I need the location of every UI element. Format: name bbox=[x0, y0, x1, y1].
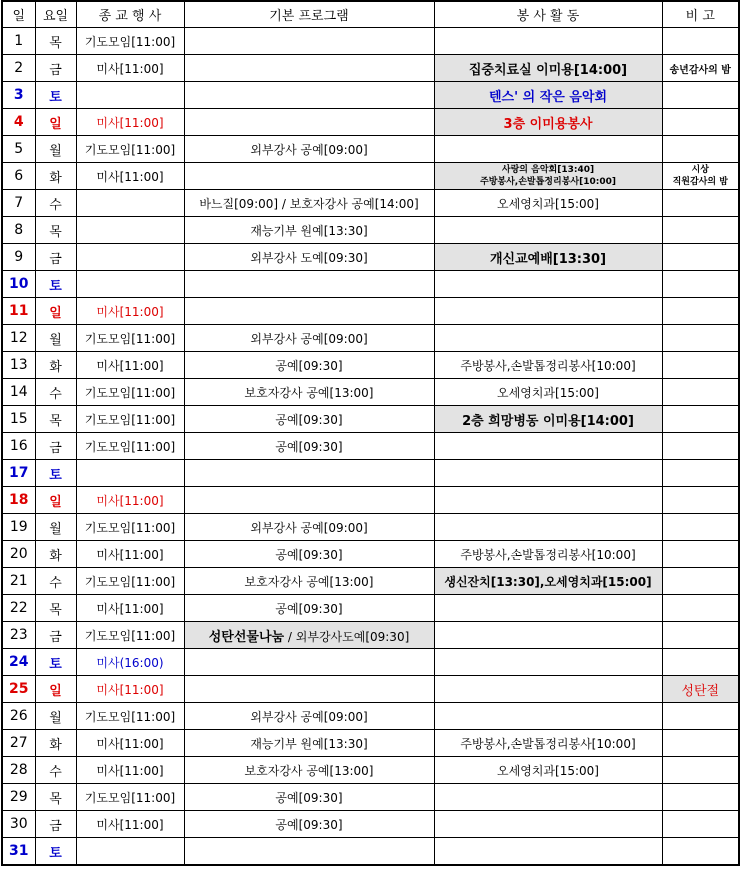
volunteer-cell bbox=[434, 676, 662, 703]
table-row bbox=[2, 28, 739, 55]
program-cell bbox=[184, 622, 434, 649]
program-cell: 공예[09:30] bbox=[184, 811, 434, 838]
day-cell: 21 bbox=[2, 568, 35, 595]
program-highlight: 성탄선물나눔 bbox=[208, 629, 285, 645]
day-cell: 10 bbox=[2, 271, 35, 298]
day-cell: 23 bbox=[2, 622, 35, 649]
program-cell: 보호자강사 공예[13:00] bbox=[184, 757, 434, 784]
table-row bbox=[2, 730, 739, 757]
volunteer-cell: 개신교예배[13:30] bbox=[434, 244, 662, 271]
program-cell: 공예[09:30] bbox=[184, 595, 434, 622]
program-cell: 바느질[09:00] / 보호자강사 공예[14:00] bbox=[184, 190, 434, 217]
note-cell bbox=[662, 460, 739, 487]
religious-cell: 미사[11:00] bbox=[76, 541, 184, 568]
table-row bbox=[2, 325, 739, 352]
weekday-cell: 목 bbox=[35, 28, 76, 55]
weekday-cell: 목 bbox=[35, 406, 76, 433]
volunteer-cell: 2층 희망병동 이미용[14:00] bbox=[434, 406, 662, 433]
religious-cell: 미사[11:00] bbox=[76, 109, 184, 136]
religious-cell: 기도모임[11:00] bbox=[76, 622, 184, 649]
table-row bbox=[2, 352, 739, 379]
religious-cell: 기도모임[11:00] bbox=[76, 703, 184, 730]
program-cell: 공예[09:30] bbox=[184, 352, 434, 379]
weekday-cell: 금 bbox=[35, 622, 76, 649]
religious-cell: 미사[11:00] bbox=[76, 163, 184, 190]
program-cell bbox=[184, 298, 434, 325]
religious-cell: 기도모임[11:00] bbox=[76, 325, 184, 352]
program-cell: 공예[09:30] bbox=[184, 541, 434, 568]
weekday-cell: 금 bbox=[35, 811, 76, 838]
volunteer-cell: 주방봉사,손발톱정리봉사[10:00] bbox=[434, 541, 662, 568]
program-cell bbox=[184, 460, 434, 487]
religious-cell: 기도모임[11:00] bbox=[76, 28, 184, 55]
note-cell bbox=[662, 703, 739, 730]
day-cell: 28 bbox=[2, 757, 35, 784]
table-row bbox=[2, 406, 739, 433]
note-cell bbox=[662, 271, 739, 298]
note-cell bbox=[662, 190, 739, 217]
table-row bbox=[2, 190, 739, 217]
volunteer-cell bbox=[434, 298, 662, 325]
volunteer-line: 주방봉사,손발톱정리봉사[10:00] bbox=[480, 177, 616, 187]
weekday-cell: 일 bbox=[35, 676, 76, 703]
weekday-cell: 금 bbox=[35, 55, 76, 82]
religious-cell bbox=[76, 271, 184, 298]
weekday-cell: 토 bbox=[35, 649, 76, 676]
day-cell: 24 bbox=[2, 649, 35, 676]
weekday-cell: 월 bbox=[35, 325, 76, 352]
volunteer-cell bbox=[434, 811, 662, 838]
header-program: 기본 프로그램 bbox=[184, 1, 434, 28]
program-cell: 외부강사 공예[09:00] bbox=[184, 136, 434, 163]
header-row bbox=[2, 1, 739, 28]
note-cell bbox=[662, 811, 739, 838]
weekday-cell: 목 bbox=[35, 217, 76, 244]
table-row bbox=[2, 811, 739, 838]
note-cell bbox=[662, 28, 739, 55]
day-cell: 13 bbox=[2, 352, 35, 379]
note-cell bbox=[662, 595, 739, 622]
religious-cell: 미사(16:00) bbox=[76, 649, 184, 676]
weekday-cell: 목 bbox=[35, 595, 76, 622]
volunteer-line: 사랑의 음악회[13:40] bbox=[501, 165, 595, 175]
weekday-cell: 금 bbox=[35, 244, 76, 271]
note-cell bbox=[662, 649, 739, 676]
table-row bbox=[2, 271, 739, 298]
table-row bbox=[2, 55, 739, 82]
day-cell: 14 bbox=[2, 379, 35, 406]
program-cell bbox=[184, 487, 434, 514]
note-cell bbox=[662, 487, 739, 514]
volunteer-cell bbox=[434, 28, 662, 55]
day-cell: 15 bbox=[2, 406, 35, 433]
header-day: 일 bbox=[2, 1, 35, 28]
note-cell bbox=[662, 109, 739, 136]
table-row bbox=[2, 622, 739, 649]
day-cell: 25 bbox=[2, 676, 35, 703]
day-cell: 5 bbox=[2, 136, 35, 163]
religious-cell: 미사[11:00] bbox=[76, 487, 184, 514]
religious-cell: 기도모임[11:00] bbox=[76, 433, 184, 460]
note-cell bbox=[662, 757, 739, 784]
header-note: 비 고 bbox=[662, 1, 739, 28]
table-row bbox=[2, 163, 739, 190]
religious-cell: 미사[11:00] bbox=[76, 298, 184, 325]
day-cell: 16 bbox=[2, 433, 35, 460]
volunteer-cell bbox=[434, 271, 662, 298]
volunteer-cell bbox=[434, 838, 662, 866]
weekday-cell: 화 bbox=[35, 163, 76, 190]
day-cell: 6 bbox=[2, 163, 35, 190]
weekday-cell: 수 bbox=[35, 757, 76, 784]
table-row bbox=[2, 649, 739, 676]
day-cell: 12 bbox=[2, 325, 35, 352]
program-cell: 공예[09:30] bbox=[184, 433, 434, 460]
note-cell bbox=[662, 730, 739, 757]
weekday-cell: 토 bbox=[35, 271, 76, 298]
day-cell: 2 bbox=[2, 55, 35, 82]
note-cell bbox=[662, 514, 739, 541]
table-row bbox=[2, 433, 739, 460]
program-cell: 외부강사 도예[09:30] bbox=[184, 244, 434, 271]
program-cell: 재능기부 원예[13:30] bbox=[184, 730, 434, 757]
religious-cell bbox=[76, 244, 184, 271]
volunteer-cell: 오세영치과[15:00] bbox=[434, 757, 662, 784]
note-cell bbox=[662, 82, 739, 109]
weekday-cell: 토 bbox=[35, 838, 76, 866]
note-cell bbox=[662, 406, 739, 433]
note-cell bbox=[662, 838, 739, 866]
weekday-cell: 수 bbox=[35, 190, 76, 217]
volunteer-cell: 주방봉사,손발톱정리봉사[10:00] bbox=[434, 730, 662, 757]
volunteer-cell bbox=[434, 487, 662, 514]
note-cell bbox=[662, 379, 739, 406]
table-row bbox=[2, 217, 739, 244]
table-row bbox=[2, 109, 739, 136]
day-cell: 27 bbox=[2, 730, 35, 757]
religious-cell: 기도모임[11:00] bbox=[76, 784, 184, 811]
volunteer-cell bbox=[434, 649, 662, 676]
note-cell bbox=[662, 352, 739, 379]
day-cell: 1 bbox=[2, 28, 35, 55]
weekday-cell: 수 bbox=[35, 568, 76, 595]
day-cell: 20 bbox=[2, 541, 35, 568]
religious-cell: 미사[11:00] bbox=[76, 676, 184, 703]
note-line: 직원감사의 밤 bbox=[672, 177, 728, 187]
weekday-cell: 화 bbox=[35, 352, 76, 379]
program-cell bbox=[184, 28, 434, 55]
religious-cell: 기도모임[11:00] bbox=[76, 406, 184, 433]
table-row bbox=[2, 757, 739, 784]
table-row bbox=[2, 298, 739, 325]
religious-cell: 기도모임[11:00] bbox=[76, 379, 184, 406]
note-cell: 송년감사의 밤 bbox=[662, 55, 739, 82]
volunteer-cell: 주방봉사,손발톱정리봉사[10:00] bbox=[434, 352, 662, 379]
header-weekday: 요일 bbox=[35, 1, 76, 28]
day-cell: 30 bbox=[2, 811, 35, 838]
program-cell: 외부강사 공예[09:00] bbox=[184, 514, 434, 541]
table-row bbox=[2, 136, 739, 163]
program-cell bbox=[184, 163, 434, 190]
note-cell bbox=[662, 244, 739, 271]
day-cell: 4 bbox=[2, 109, 35, 136]
table-row bbox=[2, 676, 739, 703]
program-cell: 재능기부 원예[13:30] bbox=[184, 217, 434, 244]
volunteer-cell bbox=[434, 784, 662, 811]
weekday-cell: 일 bbox=[35, 109, 76, 136]
note-cell bbox=[662, 784, 739, 811]
program-cell bbox=[184, 838, 434, 866]
day-cell: 11 bbox=[2, 298, 35, 325]
program-cell bbox=[184, 271, 434, 298]
volunteer-cell bbox=[434, 217, 662, 244]
religious-cell bbox=[76, 838, 184, 866]
table-row bbox=[2, 514, 739, 541]
day-cell: 29 bbox=[2, 784, 35, 811]
volunteer-cell bbox=[434, 595, 662, 622]
table-row bbox=[2, 541, 739, 568]
religious-cell: 미사[11:00] bbox=[76, 730, 184, 757]
note-cell: 성탄절 bbox=[662, 676, 739, 703]
day-cell: 31 bbox=[2, 838, 35, 866]
note-line: 시상 bbox=[691, 165, 709, 175]
weekday-cell: 수 bbox=[35, 379, 76, 406]
religious-cell: 미사[11:00] bbox=[76, 595, 184, 622]
program-cell bbox=[184, 649, 434, 676]
volunteer-cell: 3층 이미용봉사 bbox=[434, 109, 662, 136]
religious-cell bbox=[76, 190, 184, 217]
day-cell: 7 bbox=[2, 190, 35, 217]
day-cell: 17 bbox=[2, 460, 35, 487]
note-cell bbox=[662, 433, 739, 460]
schedule-table bbox=[1, 0, 740, 866]
program-cell: 보호자강사 공예[13:00] bbox=[184, 379, 434, 406]
weekday-cell: 화 bbox=[35, 730, 76, 757]
weekday-cell: 일 bbox=[35, 298, 76, 325]
program-cell bbox=[184, 676, 434, 703]
note-cell bbox=[662, 541, 739, 568]
volunteer-cell: 오세영치과[15:00] bbox=[434, 379, 662, 406]
volunteer-cell: 집중치료실 이미용[14:00] bbox=[434, 55, 662, 82]
religious-cell: 기도모임[11:00] bbox=[76, 514, 184, 541]
day-cell: 18 bbox=[2, 487, 35, 514]
table-row bbox=[2, 379, 739, 406]
religious-cell: 미사[11:00] bbox=[76, 757, 184, 784]
program-cell bbox=[184, 109, 434, 136]
weekday-cell: 토 bbox=[35, 460, 76, 487]
day-cell: 26 bbox=[2, 703, 35, 730]
program-cell bbox=[184, 82, 434, 109]
volunteer-cell bbox=[434, 514, 662, 541]
note-cell bbox=[662, 136, 739, 163]
weekday-cell: 월 bbox=[35, 136, 76, 163]
weekday-cell: 월 bbox=[35, 703, 76, 730]
note-cell bbox=[662, 163, 739, 190]
day-cell: 9 bbox=[2, 244, 35, 271]
note-cell bbox=[662, 298, 739, 325]
volunteer-cell: 오세영치과[15:00] bbox=[434, 190, 662, 217]
table-row bbox=[2, 784, 739, 811]
day-cell: 3 bbox=[2, 82, 35, 109]
program-cell: 외부강사 공예[09:00] bbox=[184, 703, 434, 730]
day-cell: 22 bbox=[2, 595, 35, 622]
weekday-cell: 금 bbox=[35, 433, 76, 460]
religious-cell: 기도모임[11:00] bbox=[76, 568, 184, 595]
weekday-cell: 화 bbox=[35, 541, 76, 568]
program-cell: 공예[09:30] bbox=[184, 784, 434, 811]
religious-cell: 미사[11:00] bbox=[76, 811, 184, 838]
weekday-cell: 일 bbox=[35, 487, 76, 514]
program-cell bbox=[184, 55, 434, 82]
table-row bbox=[2, 244, 739, 271]
table-row bbox=[2, 595, 739, 622]
religious-cell bbox=[76, 460, 184, 487]
religious-cell: 미사[11:00] bbox=[76, 352, 184, 379]
volunteer-cell: 텐스' 의 작은 음악회 bbox=[434, 82, 662, 109]
weekday-cell: 월 bbox=[35, 514, 76, 541]
religious-cell: 미사[11:00] bbox=[76, 55, 184, 82]
program-cell: 외부강사 공예[09:00] bbox=[184, 325, 434, 352]
volunteer-cell: 생신잔치[13:30],오세영치과[15:00] bbox=[434, 568, 662, 595]
day-cell: 19 bbox=[2, 514, 35, 541]
volunteer-cell bbox=[434, 622, 662, 649]
program-cell: 공예[09:30] bbox=[184, 406, 434, 433]
weekday-cell: 목 bbox=[35, 784, 76, 811]
day-cell: 8 bbox=[2, 217, 35, 244]
volunteer-cell bbox=[434, 136, 662, 163]
table-row bbox=[2, 460, 739, 487]
volunteer-cell bbox=[434, 325, 662, 352]
header-volunteer: 봉 사 활 동 bbox=[434, 1, 662, 28]
header-religious: 종 교 행 사 bbox=[76, 1, 184, 28]
note-cell bbox=[662, 622, 739, 649]
religious-cell bbox=[76, 82, 184, 109]
table-row bbox=[2, 838, 739, 866]
note-cell bbox=[662, 217, 739, 244]
volunteer-cell bbox=[434, 163, 662, 190]
table-row bbox=[2, 82, 739, 109]
program-cell: 보호자강사 공예[13:00] bbox=[184, 568, 434, 595]
volunteer-cell bbox=[434, 433, 662, 460]
table-row bbox=[2, 487, 739, 514]
note-cell bbox=[662, 568, 739, 595]
note-cell bbox=[662, 325, 739, 352]
volunteer-cell bbox=[434, 460, 662, 487]
religious-cell bbox=[76, 217, 184, 244]
weekday-cell: 토 bbox=[35, 82, 76, 109]
program-rest: / 외부강사도예[09:30] bbox=[284, 629, 410, 644]
table-row bbox=[2, 568, 739, 595]
table-row bbox=[2, 703, 739, 730]
volunteer-cell bbox=[434, 703, 662, 730]
religious-cell: 기도모임[11:00] bbox=[76, 136, 184, 163]
